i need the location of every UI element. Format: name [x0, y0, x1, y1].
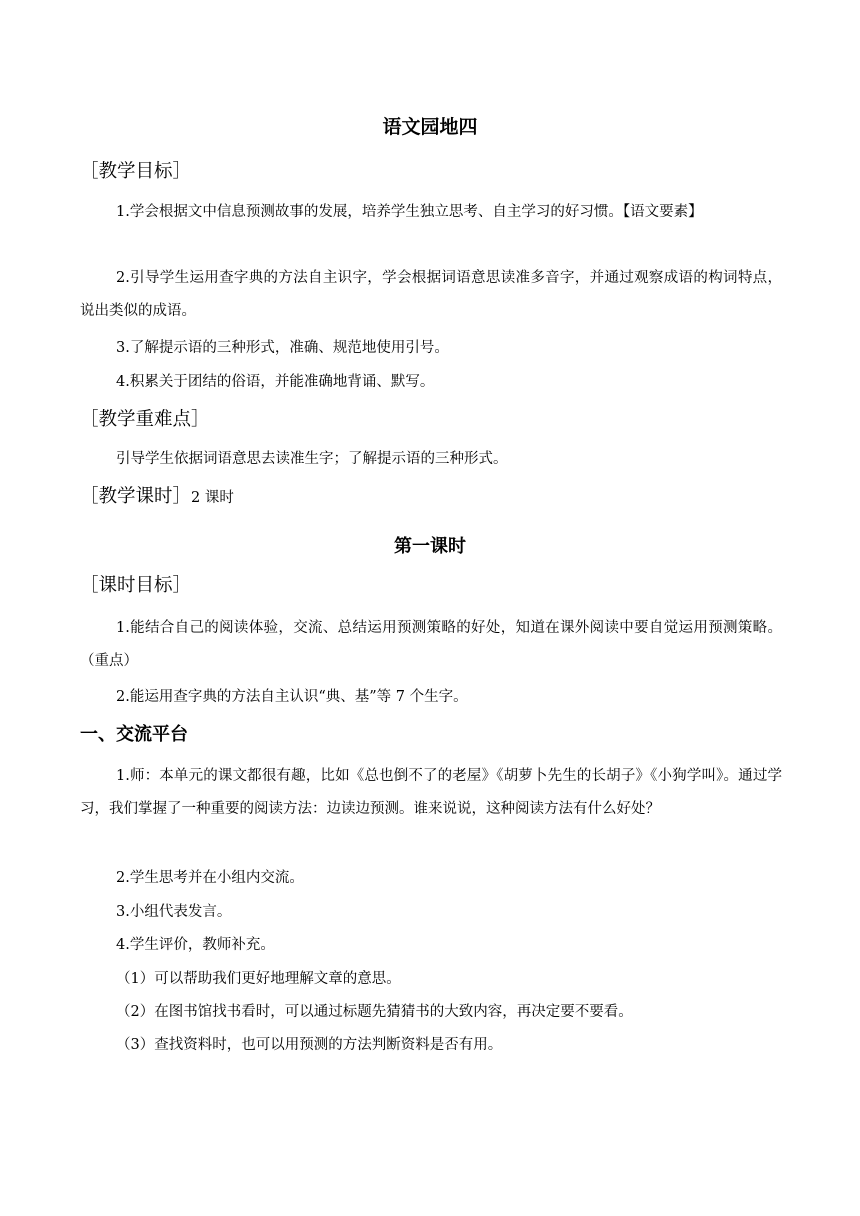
benefit-1: （1）可以帮助我们更好地理解文章的意思。 — [116, 971, 401, 987]
periods-heading: ［教学课时］ — [80, 486, 192, 507]
step-3: 3.小组代表发言。 — [116, 904, 232, 920]
periods-heading-line — [80, 484, 234, 511]
periods-value: 2 课时 — [191, 490, 234, 506]
lesson-goals-heading: ［课时目标］ — [80, 575, 192, 596]
objective-item-3: 3.了解提示语的三种形式，准确、规范地使用引号。 — [116, 340, 449, 356]
benefit-2: （2）在图书馆找书看时，可以通过标题先猜猜书的大致内容，再决定要不要看。 — [116, 1004, 633, 1020]
objective-item-1: 1.学会根据文中信息预测故事的发展，培养学生独立思考、自主学习的好习惯。【语文要素】 — [116, 204, 703, 220]
objective-item-4: 4.积累关于团结的俗语，并能准确地背诵、默写。 — [116, 374, 435, 390]
objectives-heading: ［教学目标］ — [80, 161, 192, 182]
key-points-text: 引导学生依据词语意思去读准生字；了解提示语的三种形式。 — [116, 451, 508, 467]
step-1: 1.师：本单元的课文都很有趣，比如《总也倒不了的老屋》《胡萝卜先生的长胡子》《小狗学叫》。通过学习，我们掌握了一种重要的阅读方法：边读边预测。谁来说说，这种阅读方法有什么好处？ — [80, 768, 782, 817]
objective-item-2: 2.引导学生运用查字典的方法自主识字，学会根据词语意思读准多音字，并通过观察成语的构词特点，说出类似的成语。 — [80, 270, 782, 319]
document-title: 语文园地四 — [382, 116, 478, 138]
lesson-title: 第一课时 — [394, 536, 466, 557]
step-4: 4.学生评价，教师补充。 — [116, 937, 275, 953]
key-points-heading: ［教学重难点］ — [80, 409, 210, 430]
benefit-3: （3）查找资料时，也可以用预测的方法判断资料是否有用。 — [116, 1037, 503, 1053]
lesson-goal-2: 2.能运用查字典的方法自主认识“典、基”等 7 个生字。 — [116, 689, 468, 705]
section-heading: 一、交流平台 — [80, 724, 188, 745]
step-2: 2.学生思考并在小组内交流。 — [116, 870, 304, 886]
lesson-goal-1: 1.能结合自己的阅读体验，交流、总结运用预测策略的好处，知道在课外阅读中要自觉运用预测策略。（重点） — [80, 620, 782, 669]
